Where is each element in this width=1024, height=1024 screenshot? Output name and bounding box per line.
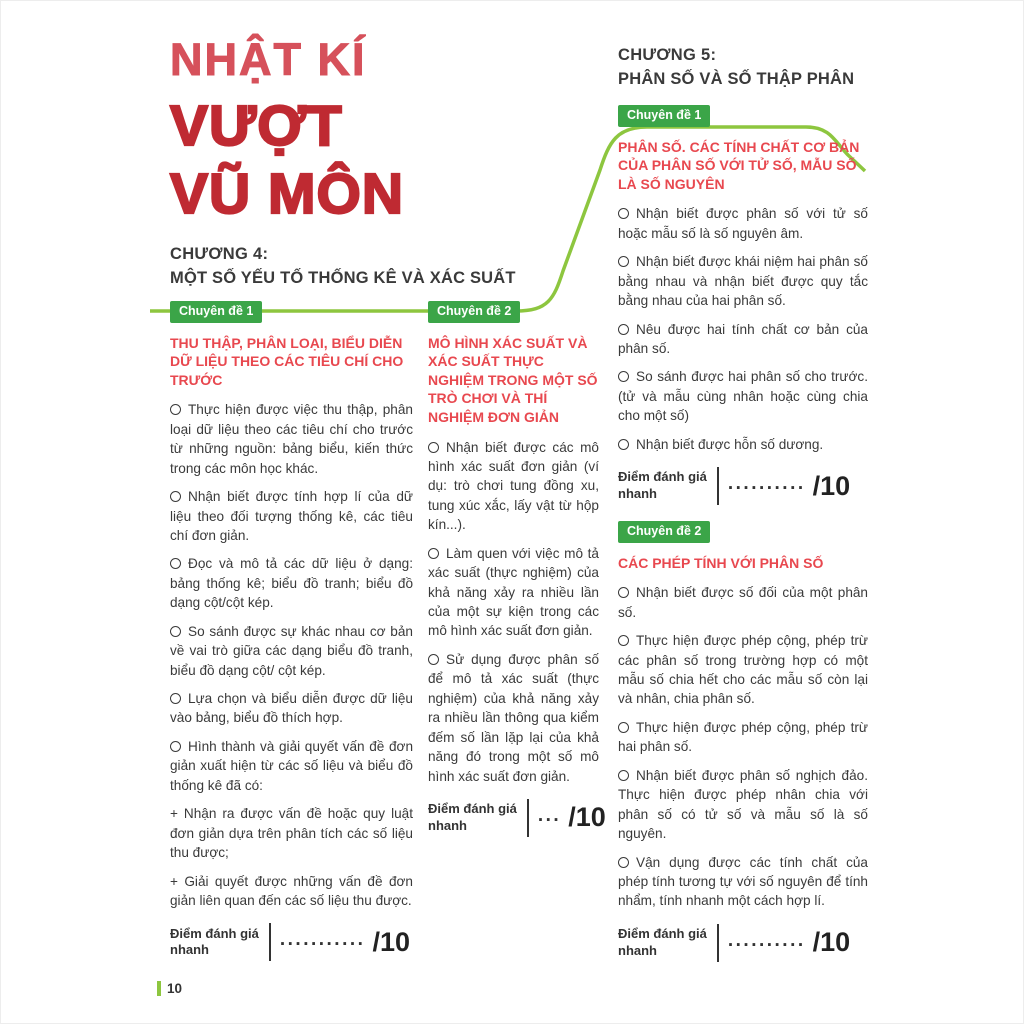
objective-text: Nhận biết được khái niệm hai phân số bằng nhau và nhận biết được quy tắc bằng nhau của hai phân số. — [618, 254, 868, 309]
objective-text: Lựa chọn và biểu diễn được dữ liệu vào bảng, biểu đồ thích hợp. — [170, 691, 413, 726]
badge-chuyen-de-1: Chuyên đề 1 — [170, 301, 262, 323]
objective-text: So sánh được hai phân số cho trước. (tử và mẫu cùng nhân hoặc cùng chia cho một số) — [618, 369, 868, 424]
book-title-line3: VŨ MÔN — [170, 162, 404, 226]
objective-text: Nhận biết được phân số với tử số hoặc mẫu số là số nguyên âm. — [618, 206, 868, 241]
objective-text: Nhận biết được hỗn số dương. — [636, 436, 824, 452]
score-label-line2: nhanh — [428, 817, 467, 833]
objective-item — [618, 320, 868, 359]
circle-bullet-icon — [428, 654, 439, 665]
circle-bullet-icon — [618, 635, 629, 646]
circle-bullet-icon — [618, 208, 629, 219]
score-row — [170, 923, 413, 961]
circle-bullet-icon — [428, 442, 439, 453]
chapter4-title: MỘT SỐ YẾU TỐ THỐNG KÊ VÀ XÁC SUẤT — [170, 269, 516, 287]
score-label-line1: Điểm đánh giá — [618, 469, 707, 485]
objective-text: Làm quen với việc mô tả xác suất (thực nghiệm) của khả năng xảy ra nhiều lần của một sự kiện trong các mô hình xác suất đơn giản. — [428, 545, 599, 639]
circle-bullet-icon — [618, 587, 629, 598]
score-row — [618, 924, 868, 962]
objective-text: Nêu được hai tính chất cơ bản của phân số. — [618, 321, 868, 356]
score-label-line1: Điểm đánh giá — [428, 801, 517, 817]
topic-heading: MÔ HÌNH XÁC SUẤT VÀ XÁC SUẤT THỰC NGHIỆM TRONG MỘT SỐ TRÒ CHƠI VÀ THÍ NGHIỆM ĐƠN GIẢN — [428, 334, 598, 425]
objective-text: Sử dụng được phân số để mô tả xác suất (thực nghiệm) của khả năng xảy ra nhiều lần thông qua kiểm đếm số lần lặp lại của khả năng đó trong một số mô hình xác suất đơn giản. — [428, 651, 599, 784]
chapter4-header — [170, 245, 610, 288]
score-divider — [717, 467, 719, 505]
circle-bullet-icon — [170, 491, 181, 502]
page-number: 10 — [167, 981, 183, 996]
score-divider — [269, 923, 271, 961]
objective-item — [428, 650, 599, 786]
badge-row — [170, 301, 413, 323]
objective-text: Thực hiện được phép cộng, phép trừ hai phân số. — [618, 719, 868, 755]
objective-text: + Giải quyết được những vấn đề đơn giản liên quan đến các số liệu thu được. — [170, 873, 413, 908]
chapter5-title: PHÂN SỐ VÀ SỐ THẬP PHÂN — [618, 70, 855, 88]
score-denominator: /10 — [568, 802, 606, 833]
badge-chuyen-de-2: Chuyên đề 2 — [618, 521, 710, 543]
circle-bullet-icon — [428, 548, 439, 559]
topic-heading: THU THẬP, PHÂN LOẠI, BIỂU DIỄN DỮ LIỆU THEO CÁC TIÊU CHÍ CHO TRƯỚC — [170, 334, 404, 388]
badge-row — [428, 301, 599, 323]
objective-subitem — [170, 804, 413, 862]
chapter5-section — [618, 46, 868, 962]
objective-text: Nhận biết được các mô hình xác suất đơn giản (ví dụ: trò chơi tung đồng xu, tung xúc xắc, lấy vật từ hộp kín...). — [428, 439, 599, 533]
objective-text: Thực hiện được phép cộng, phép trừ các phân số trong trường hợp có một mẫu số chia hết cho các mẫu số còn lại và nhân, chia phân số. — [618, 633, 868, 707]
objective-item — [618, 367, 868, 425]
score-divider — [717, 924, 719, 962]
score-label-line1: Điểm đánh giá — [618, 925, 707, 941]
circle-bullet-icon — [618, 857, 629, 868]
score-dots: .......... — [727, 473, 806, 495]
objective-text: So sánh được sự khác nhau cơ bản về vai trò giữa các dạng biểu đồ tranh, biểu đồ dạng cột/ cột kép. — [170, 623, 413, 678]
circle-bullet-icon — [618, 722, 629, 733]
chapter4-topic2-section — [428, 301, 606, 837]
objective-text: Đọc và mô tả các dữ liệu ở dạng: bảng thống kê; biểu đồ tranh; biểu đồ dạng cột/cột kép. — [170, 556, 413, 611]
objective-subitem — [170, 872, 413, 911]
circle-bullet-icon — [618, 256, 629, 267]
score-label-line2: nhanh — [170, 942, 209, 958]
circle-bullet-icon — [170, 693, 181, 704]
book-title-line2: VƯỢT — [170, 94, 343, 158]
badge-row — [618, 521, 868, 543]
circle-bullet-icon — [170, 558, 181, 569]
score-divider — [527, 799, 529, 837]
book-masthead — [170, 34, 404, 228]
objective-item — [618, 631, 868, 709]
score-denominator: /10 — [812, 927, 851, 958]
objective-item — [618, 766, 868, 844]
score-label — [170, 926, 259, 960]
objective-text: Nhận biết được phân số nghịch đảo. Thực hiện được phép nhân chia với phân số có tử số và mẫu số là số nguyên. — [618, 767, 868, 842]
objective-item — [170, 487, 413, 545]
page-number-marker-icon — [157, 981, 161, 996]
circle-bullet-icon — [618, 324, 629, 335]
topic-heading: PHÂN SỐ. CÁC TÍNH CHẤT CƠ BẢN CỦA PHÂN SỐ VỚI TỬ SỐ, MẪU SỐ LÀ SỐ NGUYÊN — [618, 138, 860, 192]
objective-text: Hình thành và giải quyết vấn đề đơn giản xuất hiện từ các số liệu và biểu đồ thống kê đã có: — [170, 738, 413, 793]
objective-item — [618, 435, 868, 454]
circle-bullet-icon — [170, 741, 181, 752]
score-denominator: /10 — [372, 926, 410, 957]
chapter4-label: CHƯƠNG 4: — [170, 245, 269, 263]
circle-bullet-icon — [618, 439, 629, 450]
badge-chuyen-de-1: Chuyên đề 1 — [618, 105, 710, 127]
objective-item — [170, 689, 413, 728]
page-footer — [157, 981, 182, 996]
score-label — [618, 926, 707, 960]
score-label — [618, 469, 707, 503]
objective-text: Nhận biết được tính hợp lí của dữ liệu theo đối tượng thống kê, các tiêu chí đơn giản. — [170, 489, 413, 543]
objective-item — [618, 204, 868, 243]
badge-row — [618, 105, 868, 127]
objective-item — [618, 718, 868, 757]
circle-bullet-icon — [618, 770, 629, 781]
objective-item — [428, 544, 599, 641]
circle-bullet-icon — [618, 371, 629, 382]
chapter5-label: CHƯƠNG 5: — [618, 46, 717, 64]
objective-text: Nhận biết được số đối của một phân số. — [618, 585, 868, 620]
score-label-line2: nhanh — [618, 486, 657, 502]
topic-heading: CÁC PHÉP TÍNH VỚI PHÂN SỐ — [618, 554, 824, 571]
objective-item — [618, 853, 868, 911]
objective-item — [428, 438, 599, 535]
score-dots: ........... — [279, 929, 366, 951]
objective-item — [170, 737, 413, 795]
score-label — [428, 801, 517, 835]
objective-item — [618, 252, 868, 310]
score-dots: ... — [537, 804, 562, 826]
circle-bullet-icon — [170, 404, 181, 415]
chapter4-topic1-section — [170, 301, 413, 961]
score-label-line1: Điểm đánh giá — [170, 925, 259, 941]
objective-text: Vận dụng được các tính chất của phép tính tương tự với số nguyên để tính nhẩm, tính nhanh một cách hợp lí. — [618, 854, 868, 909]
circle-bullet-icon — [170, 626, 181, 637]
book-title-line1: NHẬT KÍ — [170, 34, 367, 85]
badge-chuyen-de-2: Chuyên đề 2 — [428, 301, 520, 323]
objective-item — [170, 554, 413, 612]
score-row — [618, 467, 868, 505]
objective-text: + Nhận ra được vấn đề hoặc quy luật đơn giản dựa trên phân tích các số liệu thu được; — [170, 806, 413, 861]
objective-item — [170, 622, 413, 680]
score-row — [428, 799, 606, 837]
objective-item — [170, 400, 413, 478]
objective-text: Thực hiện được việc thu thập, phân loại dữ liệu theo các tiêu chí cho trước từ những nguồn: bảng biểu, kiến thức trong các môn học khác. — [170, 402, 413, 476]
score-denominator: /10 — [812, 470, 851, 501]
objective-item — [618, 583, 868, 622]
score-dots: .......... — [727, 929, 806, 951]
score-label-line2: nhanh — [618, 942, 657, 958]
